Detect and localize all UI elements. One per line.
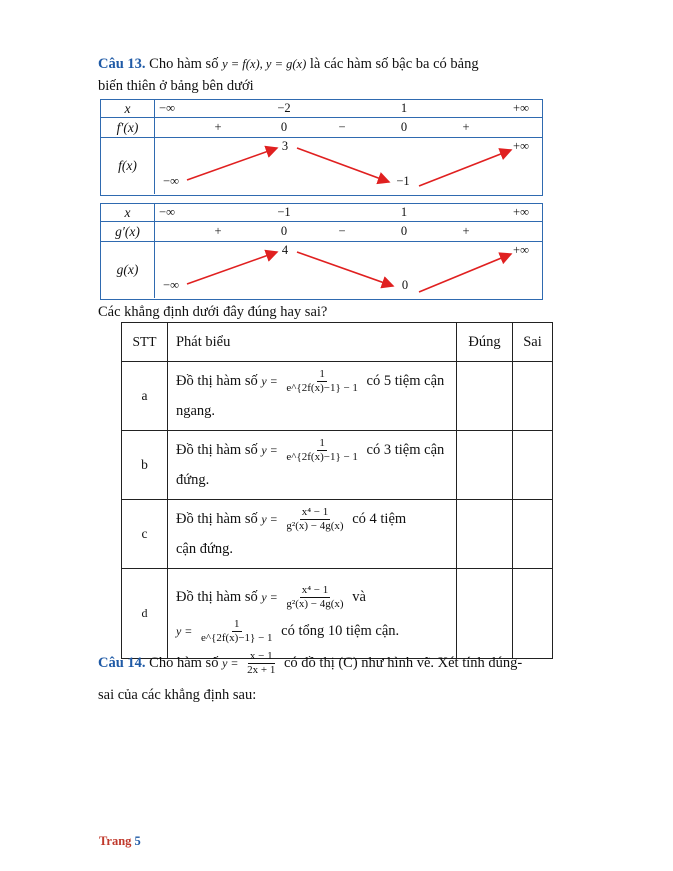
vt-g-arrows — [101, 242, 541, 298]
vt-f-value: −1 — [396, 174, 410, 188]
vt-g-sign: − — [338, 224, 346, 238]
q13-intro-a: Cho hàm số — [149, 56, 219, 72]
vt-g-x-val: 1 — [400, 205, 408, 219]
vt-g-value: 0 — [401, 278, 409, 292]
header-true: Đúng — [457, 323, 513, 362]
variation-table-f — [100, 99, 543, 196]
stmt-line2: đứng. — [175, 472, 210, 488]
vt-f-value: −∞ — [163, 174, 179, 188]
vt-g-x-val: −∞ — [159, 205, 175, 219]
vt-g-value-label: g(x) — [101, 242, 155, 298]
stmt-pre: Đồ thị hàm số — [175, 442, 258, 458]
vt-g-deriv-row — [101, 222, 542, 242]
row-id: d — [122, 569, 168, 659]
q14-intro-line2: sai của các khẳng định sau: — [98, 687, 257, 703]
q13-label: Câu 13. — [98, 56, 146, 72]
row-id: b — [122, 431, 168, 500]
q13-question: Các khẳng định dưới đây đúng hay sai? — [98, 304, 328, 320]
vt-g-x-val: +∞ — [513, 205, 529, 219]
arrow-up-1 — [187, 148, 277, 180]
vt-g-sign: + — [462, 224, 470, 238]
answer-false-cell[interactable] — [512, 431, 552, 500]
q13-intro-b: là các hàm số bậc ba có bảng — [309, 56, 479, 72]
table-row — [122, 362, 553, 431]
vt-f-x-val: −∞ — [159, 101, 175, 115]
q14-intro-line1: Câu 14. Cho hàm số y = $\frac{x - 1}{2x + 1}$ có đồ thị (C) như hình vẽ. Xét tính đúng- — [98, 650, 523, 676]
row-id: c — [122, 500, 168, 569]
vt-f-value-row — [101, 138, 542, 194]
vt-g-x-label: x — [101, 204, 155, 221]
stmt-post: có 5 tiệm cận — [366, 373, 445, 389]
vt-g-value: −∞ — [163, 278, 179, 292]
stmt-post: có 3 tiệm cận — [366, 442, 445, 458]
vt-g-deriv-label: g′(x) — [101, 222, 155, 241]
fraction: $\frac{1}{e\^{}\{2f(x)-1\} - 1}$ — [286, 437, 358, 464]
header-false: Sai — [512, 323, 552, 362]
vt-f-deriv-row — [101, 118, 542, 138]
vt-g-x-row — [101, 204, 542, 222]
stmt-line2: cận đứng. — [175, 541, 233, 557]
vt-g-value-row — [101, 242, 542, 298]
q14-intro-a: Cho hàm số — [149, 654, 219, 671]
fraction: $\frac{\text{x⁴ − 1}}{\text{g²(x) − 4g(x)}}$ — [286, 506, 344, 533]
vt-f-x-row — [101, 100, 542, 118]
answer-false-cell[interactable] — [512, 500, 552, 569]
vt-g-sign: 0 — [400, 224, 408, 238]
page-footer — [99, 834, 141, 849]
footer-label: Trang — [99, 834, 132, 848]
vt-g-value: 4 — [281, 243, 289, 257]
q13-intro-line2: biến thiên ở bảng bên dưới — [98, 78, 254, 94]
arrow-down — [297, 252, 393, 286]
table-row — [122, 431, 553, 500]
page-number: 5 — [134, 834, 141, 848]
fraction: $\frac{\text{x⁴ − 1}}{\text{g²(x) − 4g(x)}}$ — [286, 583, 344, 610]
row-statement: Đồ thị hàm số y = $\frac{1}{e\^{}\{2f(x)-1\} - 1}$ có 3 tiệm cận đứng. — [167, 431, 456, 500]
arrow-up-2 — [419, 254, 511, 292]
q13-intro-line1 — [98, 56, 479, 73]
vt-f-deriv-label: f′(x) — [101, 118, 155, 137]
table-row — [122, 500, 553, 569]
q14-intro-b: có đồ thị (C) như hình vẽ. Xét tính đúng- — [283, 654, 523, 671]
stmt-pre: Đồ thị hàm số — [175, 373, 258, 389]
vt-g-sign: 0 — [280, 224, 288, 238]
row-statement: Đồ thị hàm số y = $\frac{1}{e\^{}\{2f(x)-1\} - 1}$ có 5 tiệm cận ngang. — [167, 362, 456, 431]
fraction: $\frac{1}{e\^{}\{2f(x)-1\} - 1}$ — [286, 368, 358, 395]
vt-f-sign: 0 — [280, 120, 288, 134]
stmt-line2: có tổng 10 tiệm cận. — [281, 622, 400, 639]
statement-table — [121, 322, 553, 659]
statement-table-header — [122, 323, 553, 362]
vt-f-x-val: −2 — [277, 101, 291, 115]
stmt-line2: ngang. — [175, 403, 216, 419]
answer-false-cell[interactable] — [512, 362, 552, 431]
arrow-up-1 — [187, 252, 277, 284]
vt-f-sign: + — [462, 120, 470, 134]
vt-f-value-label: f(x) — [101, 138, 155, 194]
stmt-post: và — [352, 588, 366, 605]
row-statement: Đồ thị hàm số y = $\frac{\text{x⁴ − 1}}{\text{g²(x) − 4g(x)}}$ và y = $\frac{1}{e\^{}\{2f(x)-1\} - 1}$ có tổng 10 tiệm cận. — [167, 569, 456, 659]
vt-f-x-label: x — [101, 100, 155, 117]
header-statement: Phát biểu — [167, 323, 456, 362]
q14-label: Câu 14. — [98, 654, 146, 671]
vt-g-value: +∞ — [513, 243, 529, 257]
fraction: $\frac{1}{e\^{}\{2f(x)-1\} - 1}$ — [201, 617, 273, 644]
answer-true-cell[interactable] — [457, 362, 513, 431]
stmt-post: có 4 tiệm — [352, 511, 407, 527]
answer-true-cell[interactable] — [457, 431, 513, 500]
vt-f-value: 3 — [281, 139, 289, 153]
header-stt: STT — [122, 323, 168, 362]
stmt-pre: Đồ thị hàm số — [175, 511, 258, 527]
answer-true-cell[interactable] — [457, 500, 513, 569]
vt-g-sign: + — [214, 224, 222, 238]
vt-f-x-val: 1 — [400, 101, 408, 115]
row-id: a — [122, 362, 168, 431]
vt-f-value: +∞ — [513, 139, 529, 153]
row-statement: Đồ thị hàm số y = $\frac{\text{x⁴ − 1}}{\text{g²(x) − 4g(x)}}$ có 4 tiệm cận đứng. — [167, 500, 456, 569]
q14-fraction: $\frac{x - 1}{2x + 1}$ — [247, 650, 276, 676]
answer-false-cell[interactable] — [512, 569, 552, 659]
arrow-down — [297, 148, 389, 182]
vt-f-sign: 0 — [400, 120, 408, 134]
variation-table-g — [100, 203, 543, 300]
stmt-pre: Đồ thị hàm số — [175, 588, 258, 605]
vt-f-arrows — [101, 138, 541, 194]
q13-intro-func: y = f(x), y = g(x) — [222, 57, 307, 71]
vt-f-sign: − — [338, 120, 346, 134]
table-row — [122, 569, 553, 659]
vt-g-x-val: −1 — [277, 205, 291, 219]
vt-f-sign: + — [214, 120, 222, 134]
answer-true-cell[interactable] — [457, 569, 513, 659]
vt-f-x-val: +∞ — [513, 101, 529, 115]
arrow-up-2 — [419, 150, 511, 186]
